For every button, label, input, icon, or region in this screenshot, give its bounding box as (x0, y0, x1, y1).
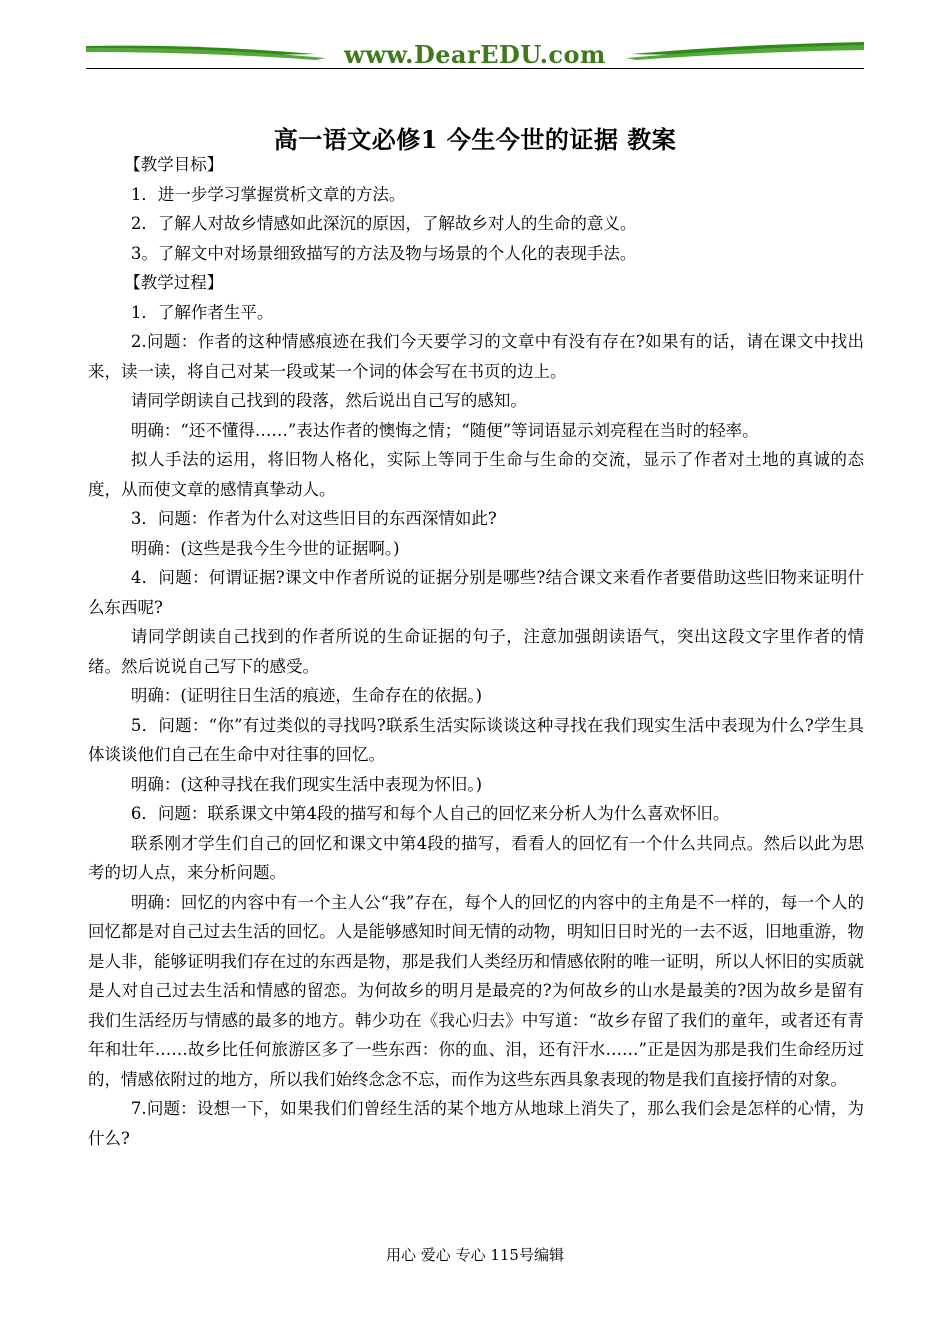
site-logo[interactable]: www.DearEDU.com (344, 40, 606, 69)
paragraph: 4．问题：何谓证据?课文中作者所说的证据分别是哪些?结合课文来看作者要借助这些旧物来证明什么东西呢? (88, 568, 864, 617)
paragraph: 3．问题：作者为什么对这些旧目的东西深情如此? (130, 509, 497, 528)
header-divider (86, 68, 864, 69)
paragraph: 明确：回忆的内容中有一个主人公“我”存在，每个人的回忆的内容中的主角是不一样的，每一个人的回忆都是对自己过去生活的回忆。人是能够感知时间无情的动物，明知旧日时光的一去不返，旧地重游，物是人非，能够证明我们存在过的东西是物，那是我们人类经历和情感依附的唯一证明，所以人怀旧的实质就是人对自己过去生活和情感的留恋。为何故乡的明月是最亮的?为何故乡的山水是最美的?因为故乡是留有我们生活经历与情感的最多的地方。韩少功在《我心归去》中写道：“故乡存留了我们的童年，或者还有青年和壮年……故乡比任何旅游区多了一些东西：你的血、泪，还有汗水……”正是因为那是我们生命经历过的，情感依附过的地方，所以我们始终念念不忘，而作为这些东西具象表现的物是我们直接抒情的对象。 (88, 892, 864, 1089)
paragraph: 6．问题：联系课文中第4段的描写和每个人自己的回忆来分析人为什么喜欢怀旧。 (130, 804, 730, 823)
paragraph: 3。了解文中对场景细致描写的方法及物与场景的个人化的表现手法。 (130, 243, 637, 263)
paragraph: 1．了解作者生平。 (130, 302, 274, 322)
paragraph: 明确：(这些是我今生今世的证据啊。) (130, 538, 400, 558)
paragraph: 2．了解人对故乡情感如此深沉的原因，了解故乡对人的生命的意义。 (130, 214, 637, 233)
paragraph: 请同学朗读自己找到的作者所说的生命证据的句子，注意加强朗读语气，突出这段文字里作者的情绪。然后说说自己写下的感受。 (88, 627, 864, 676)
paragraph: 联系刚才学生们自己的回忆和课文中第4段的描写，看看人的回忆有一个什么共同点。然后以此为思考的切人点，来分析问题。 (88, 833, 864, 882)
paragraph: 拟人手法的运用，将旧物人格化，实际上等同于生命与生命的交流，显示了作者对土地的真诚的态度，从而使文章的感情真挚动人。 (88, 450, 864, 499)
document-body (88, 150, 864, 1153)
section-heading: 【教学目标】 (124, 155, 224, 174)
paragraph: 明确：(证明往日生活的痕迹，生命存在的依据。) (130, 686, 483, 705)
paragraph: 明确：(这种寻找在我们现实生活中表现为怀旧。) (130, 774, 483, 794)
paragraph: 7.问题：设想一下，如果我们们曾经生活的某个地方从地球上消失了，那么我们会是怎样的心情，为什么? (88, 1099, 864, 1148)
paragraph: 明确：“还不懂得……”表达作者的懊悔之情；“随便”等词语显示刘亮程在当时的轻率。 (130, 420, 759, 440)
page-title: 高一语文必修1 今生今世的证据 教案 (273, 125, 677, 154)
paragraph: 1．进一步学习掌握赏析文章的方法。 (130, 184, 406, 204)
paragraph: 请同学朗读自己找到的段落，然后说出自己写的感知。 (130, 391, 527, 410)
paragraph: 5．问题：“你”有过类似的寻找吗?联系生活实际谈谈这种寻找在我们现实生活中表现为什么?学生具体谈谈他们自己在生命中对往事的回忆。 (88, 715, 864, 764)
page-footer: 用心 爱心 专心 115号编辑 (386, 1246, 564, 1264)
site-header (86, 38, 864, 72)
section-heading: 【教学过程】 (124, 273, 224, 292)
paragraph: 2.问题：作者的这种情感痕迹在我们今天要学习的文章中有没有存在?如果有的话，请在课文中找出来，读一读，将自己对某一段或某一个词的体会写在书页的边上。 (88, 332, 864, 381)
